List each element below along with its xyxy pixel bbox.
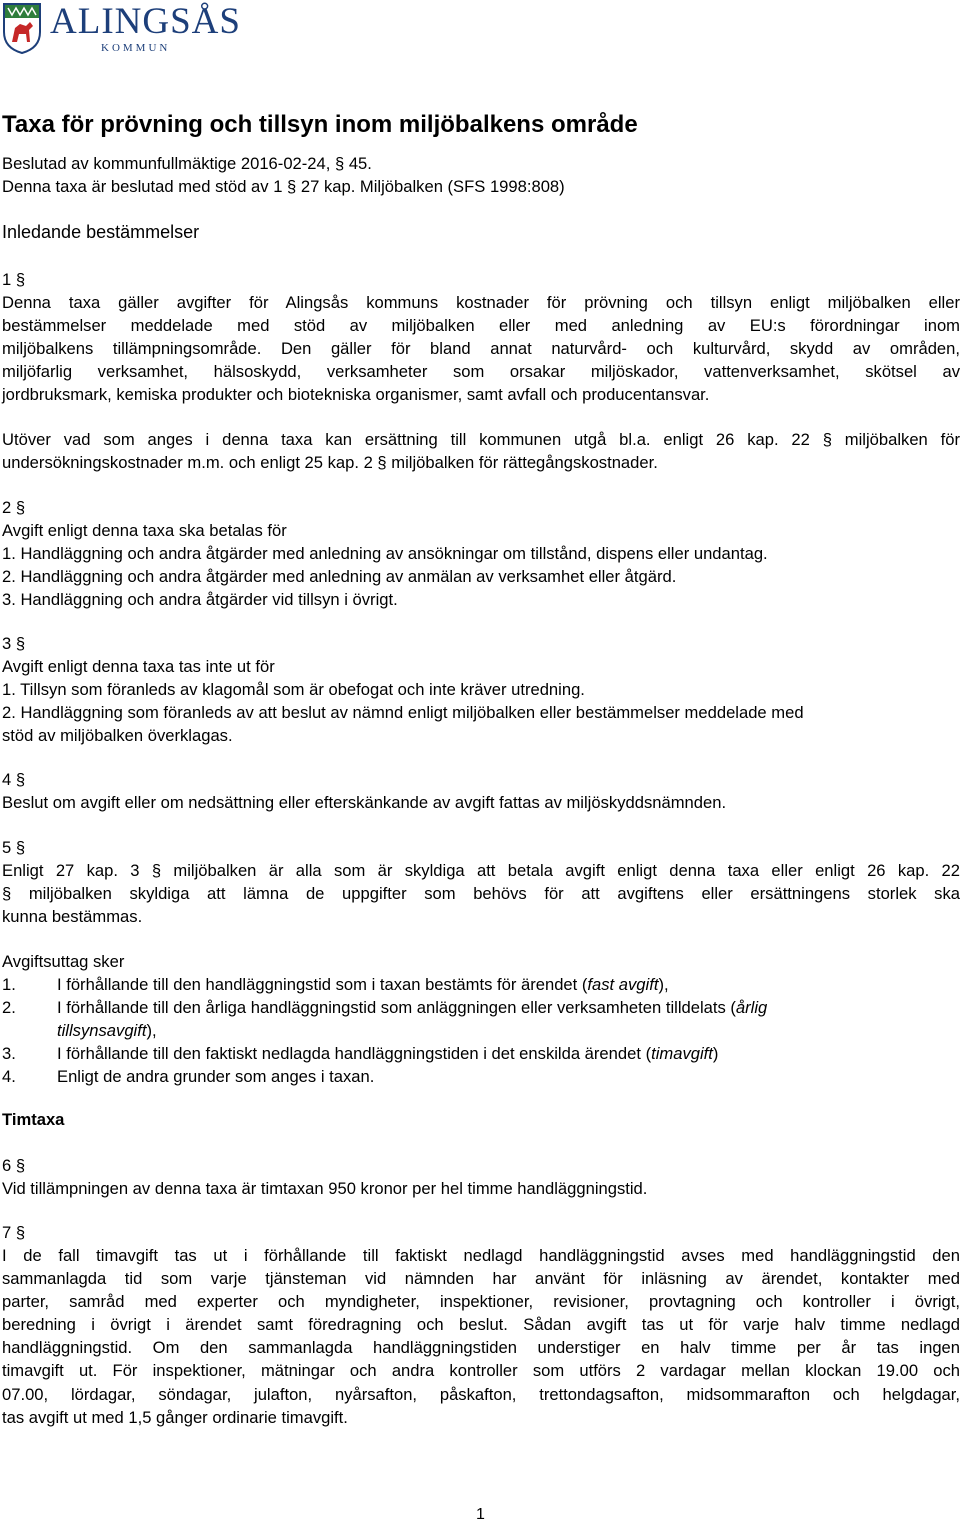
paragraph-2-lead: Avgift enligt denna taxa ska betalas för [2, 521, 287, 540]
fee-text-end: ), [658, 975, 669, 994]
paragraph-5-text [2, 859, 960, 928]
paragraph-7-text [2, 1244, 960, 1429]
text-line: timavgift ut. För inspektioner, mätningar och andra kontroller som utförs 2 vardagar mellan klockan 19.00 och [2, 1361, 960, 1381]
text-line: tas avgift ut med 1,5 gånger ordinarie timavgift. [2, 1407, 348, 1427]
list-number: 4. [2, 1067, 16, 1086]
text-line: undersökningskostnader m.m. och enligt 25 kap. 2 § miljöbalken för rättegångskostnader. [2, 453, 658, 473]
list-item: 1. Tillsyn som föranleds av klagomål som är obefogat och inte kräver utredning. [2, 680, 585, 699]
paragraph-number-2: 2 § [2, 498, 26, 517]
fee-type: timavgift [651, 1044, 713, 1063]
fee-text-end: ) [712, 1044, 719, 1063]
list-item: 2. Handläggning som föranleds av att beslut av nämnd enligt miljöbalken eller bestämmelser meddelade med [2, 703, 804, 722]
section-heading-timtaxa: Timtaxa [2, 1110, 65, 1129]
paragraph-3-lead: Avgift enligt denna taxa tas inte ut för [2, 657, 275, 676]
text-line: kunna bestämmas. [2, 907, 143, 927]
logo-wordmark: ALINGSÅS [50, 1, 241, 42]
list-item: 2. Handläggning och andra åtgärder med anledning av anmälan av verksamhet eller åtgärd. [2, 567, 677, 586]
list-number: 1. [2, 975, 16, 994]
list-text [57, 1019, 157, 1042]
list-item: stöd av miljöbalken överklagas. [2, 726, 233, 745]
fee-text: I förhållande till den handläggningstid som i taxan bestämts för ärendet ( [57, 975, 588, 994]
paragraph-1-text [2, 291, 960, 406]
text-line: Utöver vad som anges i denna taxa kan ersättning till kommunen utgå bl.a. enligt 26 kap. 22 § miljöbalken för [2, 430, 960, 449]
list-text: Enligt de andra grunder som anges i taxan. [57, 1067, 375, 1086]
text-line: Denna taxa gäller avgifter för Alingsås kommuns kostnader för prövning och tillsyn enligt miljöbalken eller [2, 293, 960, 312]
fees-lead: Avgiftsuttag sker [2, 952, 125, 971]
text-line: beredning i övrigt i ärendet samt föredragning och beslut. Sådan avgift tas ut för varje halv timme nedlagd [2, 1315, 960, 1335]
paragraph-1-text-2 [2, 428, 960, 474]
list-text [57, 996, 767, 1019]
logo-subtitle: KOMMUN [101, 42, 171, 54]
paragraph-number-7: 7 § [2, 1223, 26, 1242]
text-line: miljöbalkens tillämpningsområde. Den gäller för bland annat naturvård- och kulturvård, skydd av områden, [2, 339, 960, 359]
list-number: 3. [2, 1044, 16, 1063]
list-text [57, 1042, 718, 1065]
municipality-logo [2, 1, 241, 58]
text-line: 07.00, lördagar, söndagar, julafton, nyårsafton, påskafton, trettondagsafton, midsommarafton och helgdagar, [2, 1384, 960, 1404]
text-line: jordbruksmark, kemiska produkter och biotekniska organismer, samt avfall och producentansvar. [2, 385, 710, 405]
list-item: 1. Handläggning och andra åtgärder med anledning av ansökningar om tillstånd, dispens eller undantag. [2, 544, 768, 563]
list-number: 2. [2, 998, 16, 1017]
list-item: 3. Handläggning och andra åtgärder vid tillsyn i övrigt. [2, 590, 398, 609]
list-text [57, 973, 669, 996]
decision-line: Beslutad av kommunfullmäktige 2016-02-24, § 45. [2, 154, 372, 173]
text-line: miljöfarlig verksamhet, hälsoskydd, verksamheter som orsakar miljöskador, vattenverksamhet, skötsel av [2, 362, 960, 382]
page-number: 1 [476, 1506, 485, 1523]
paragraph-number-3: 3 § [2, 634, 26, 653]
fee-type: årlig [735, 998, 768, 1017]
paragraph-number-6: 6 § [2, 1156, 26, 1175]
text-line: § miljöbalken skyldiga att lämna de uppgifter som behövs för att avgiftens eller ersättningens storlek ska [2, 884, 960, 904]
text-line: I de fall timavgift tas ut i förhållande till faktiskt nedlagd handläggningstid avses med handläggningstid den [2, 1246, 960, 1265]
paragraph-4-text: Beslut om avgift eller om nedsättning eller efterskänkande av avgift fattas av miljöskyddsnämnden. [2, 793, 727, 812]
fee-type: fast avgift [587, 975, 659, 994]
coat-of-arms-icon [2, 2, 42, 54]
text-line: parter, samråd med experter och myndigheter, inspektioner, revisioner, provtagning och kontroller i övrigt, [2, 1292, 960, 1312]
fee-type: tillsynsavgift [57, 1021, 147, 1040]
paragraph-number-4: 4 § [2, 770, 26, 789]
basis-line: Denna taxa är beslutad med stöd av 1 § 27 kap. Miljöbalken (SFS 1998:808) [2, 177, 565, 196]
text-line: Enligt 27 kap. 3 § miljöbalken är alla som är skyldiga att betala avgift enligt denna taxa eller enligt 26 kap. 22 [2, 861, 960, 880]
fee-text: I förhållande till den årliga handläggningstid som anläggningen eller verksamheten tilldelats ( [57, 998, 736, 1017]
fee-text: I förhållande till den faktiskt nedlagda handläggningstiden i det enskilda ärendet ( [57, 1044, 652, 1063]
paragraph-6-text: Vid tillämpningen av denna taxa är timtaxan 950 kronor per hel timme handläggningstid. [2, 1179, 648, 1198]
fee-text-end: ), [146, 1021, 157, 1040]
paragraph-number-1: 1 § [2, 270, 26, 289]
text-line: bestämmelser meddelade med stöd av miljöbalken eller med anledning av EU:s förordningar inom [2, 316, 960, 336]
paragraph-number-5: 5 § [2, 838, 26, 857]
document-title: Taxa för prövning och tillsyn inom miljöbalkens område [2, 111, 638, 138]
text-line: sammanlagda tid som varje tjänsteman vid nämnden har använt för inläsning av ärendet, kontakter med [2, 1269, 960, 1289]
text-line: handläggningstid. Om den sammanlagda handläggningstiden understiger en halv timme per år tas ingen [2, 1338, 960, 1358]
section-heading-intro: Inledande bestämmelser [2, 222, 200, 242]
